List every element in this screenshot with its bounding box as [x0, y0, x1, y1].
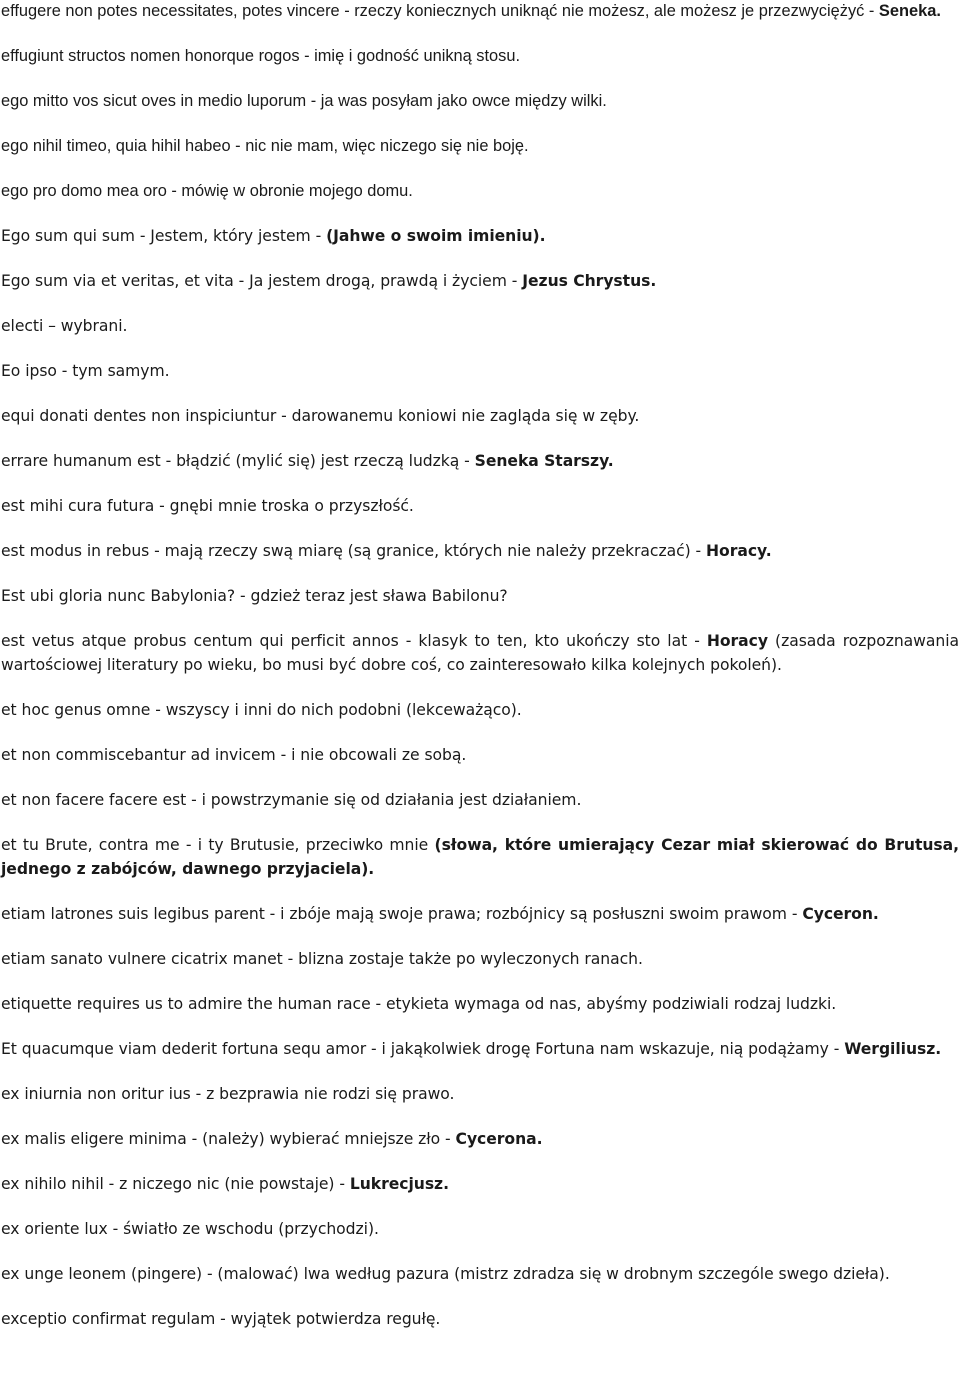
entry-author: (Jahwe o swoim imieniu).: [326, 227, 546, 245]
entry-errare-humanum: [1, 449, 959, 473]
entry-et-hoc-genus: [1, 698, 959, 722]
entry-text: et tu Brute, contra me - i ty Brutusie, przeciwko mnie: [1, 836, 435, 854]
entry-text: etiquette requires us to admire the human race - etykieta wymaga od nas, abyśmy podziwiali rodzaj ludzki.: [1, 995, 837, 1013]
entry-ex-malis: [1, 1127, 959, 1151]
entry-etiam-latrones: [1, 902, 959, 926]
entry-author: Seneka.: [878, 2, 941, 20]
entry-text: Est ubi gloria nunc Babylonia? - gdzież teraz jest sława Babilonu?: [1, 587, 508, 605]
entry-ego-nihil: [1, 134, 959, 158]
entry-ego-pro-domo: [1, 179, 959, 203]
entry-et-non-commiscebantur: [1, 743, 959, 767]
entry-eo-ipso: [1, 359, 959, 383]
entry-text: ex unge leonem (pingere) - (malować) lwa według pazura (mistrz zdradza się w drobnym szczególe swego dzieła).: [1, 1265, 890, 1283]
entry-effugiunt: [1, 44, 959, 68]
entry-text: et non commiscebantur ad invicem - i nie obcowali ze sobą.: [1, 746, 467, 764]
entry-text: ex nihilo nihil - z niczego nic (nie powstaje) -: [1, 1175, 350, 1193]
entry-author: Cycerona.: [455, 1130, 543, 1148]
entry-text: ego nihil timeo, quia hihil habeo - nic nie mam, więc niczego się nie boję.: [1, 137, 529, 155]
entry-text: equi donati dentes non inspiciuntur - darowanemu koniowi nie zagląda się w zęby.: [1, 407, 640, 425]
entry-text: effugiunt structos nomen honorque rogos - imię i godność unikną stosu.: [1, 47, 521, 65]
entry-author: Cyceron.: [802, 905, 879, 923]
entry-ego-sum-qui: [1, 224, 959, 248]
entry-equi-donati: [1, 404, 959, 428]
entry-ex-unge: [1, 1262, 959, 1286]
entry-text: Et quacumque viam dederit fortuna sequ amor - i jakąkolwiek drogę Fortuna nam wskazuje, nią podążamy -: [1, 1040, 845, 1058]
entry-electi: [1, 314, 959, 338]
entry-author: Horacy.: [706, 542, 772, 560]
entry-text: electi – wybrani.: [1, 317, 128, 335]
entry-est-ubi-gloria: [1, 584, 959, 608]
entry-et-non-facere: [1, 788, 959, 812]
entry-text: Ego sum via et veritas, et vita - Ja jestem drogą, prawdą i życiem -: [1, 272, 523, 290]
entry-text: etiam latrones suis legibus parent - i zbóje mają swoje prawa; rozbójnicy są posłuszni swoim prawom -: [1, 905, 803, 923]
entry-text: exceptio confirmat regulam - wyjątek potwierdza regułę.: [1, 1310, 441, 1328]
entry-est-vetus: [1, 629, 959, 677]
entry-etiquette: [1, 992, 959, 1016]
entry-text: ego pro domo mea oro - mówię w obronie mojego domu.: [1, 182, 413, 200]
entry-text: ex iniurnia non oritur ius - z bezprawia nie rodzi się prawo.: [1, 1085, 455, 1103]
entry-text: est vetus atque probus centum qui perficit annos - klasyk to ten, kto ukończy sto lat -: [1, 632, 707, 650]
entry-text: ego mitto vos sicut oves in medio luporum - ja was posyłam jako owce między wilki.: [1, 92, 607, 110]
entry-est-mihi-cura: [1, 494, 959, 518]
entry-text: Ego sum qui sum - Jestem, który jestem -: [1, 227, 327, 245]
entry-ex-nihilo: [1, 1172, 959, 1196]
entry-text: Eo ipso - tym samym.: [1, 362, 170, 380]
entry-text: effugere non potes necessitates, potes vincere - rzeczy koniecznych uniknąć nie możesz, ale możesz je przezwyciężyć -: [1, 2, 879, 20]
entry-author: Wergiliusz.: [844, 1040, 942, 1058]
entry-text: ex oriente lux - światło ze wschodu (przychodzi).: [1, 1220, 379, 1238]
entry-ex-iniurnia: [1, 1082, 959, 1106]
entry-text: errare humanum est - błądzić (mylić się) jest rzeczą ludzką -: [1, 452, 475, 470]
entry-ego-mitto: [1, 89, 959, 113]
entry-et-tu-brute: [1, 833, 959, 881]
entry-author: Lukrecjusz.: [349, 1175, 449, 1193]
entry-est-modus: [1, 539, 959, 563]
entry-text: est modus in rebus - mają rzeczy swą miarę (są granice, których nie należy przekraczać) -: [1, 542, 707, 560]
entry-text: est mihi cura futura - gnębi mnie troska o przyszłość.: [1, 497, 414, 515]
entry-text: ex malis eligere minima - (należy) wybierać mniejsze zło -: [1, 1130, 456, 1148]
entry-author: Horacy: [706, 632, 768, 650]
entry-author: Jezus Chrystus.: [522, 272, 657, 290]
entry-et-quacumque: [1, 1037, 959, 1061]
entry-effugere: [1, 0, 959, 23]
entry-author: (słowa, które umierający Cezar miał skierować do Brutusa, jednego z zabójców, dawnego przyjaciela).: [1, 836, 959, 878]
entry-author: Seneka Starszy.: [474, 452, 614, 470]
entry-text: et non facere facere est - i powstrzymanie się od działania jest działaniem.: [1, 791, 582, 809]
entry-ego-sum-via: [1, 269, 959, 293]
entry-note: (zasada rozpoznawania wartościowej literatury po wieku, bo musi być dobre coś, co zainteresowało kilka kolejnych pokoleń).: [1, 632, 959, 674]
entry-etiam-sanato: [1, 947, 959, 971]
entry-text: et hoc genus omne - wszyscy i inni do nich podobni (lekceważąco).: [1, 701, 522, 719]
entry-ex-oriente: [1, 1217, 959, 1241]
entry-exceptio: [1, 1307, 959, 1331]
entry-text: etiam sanato vulnere cicatrix manet - blizna zostaje także po wyleczonych ranach.: [1, 950, 643, 968]
